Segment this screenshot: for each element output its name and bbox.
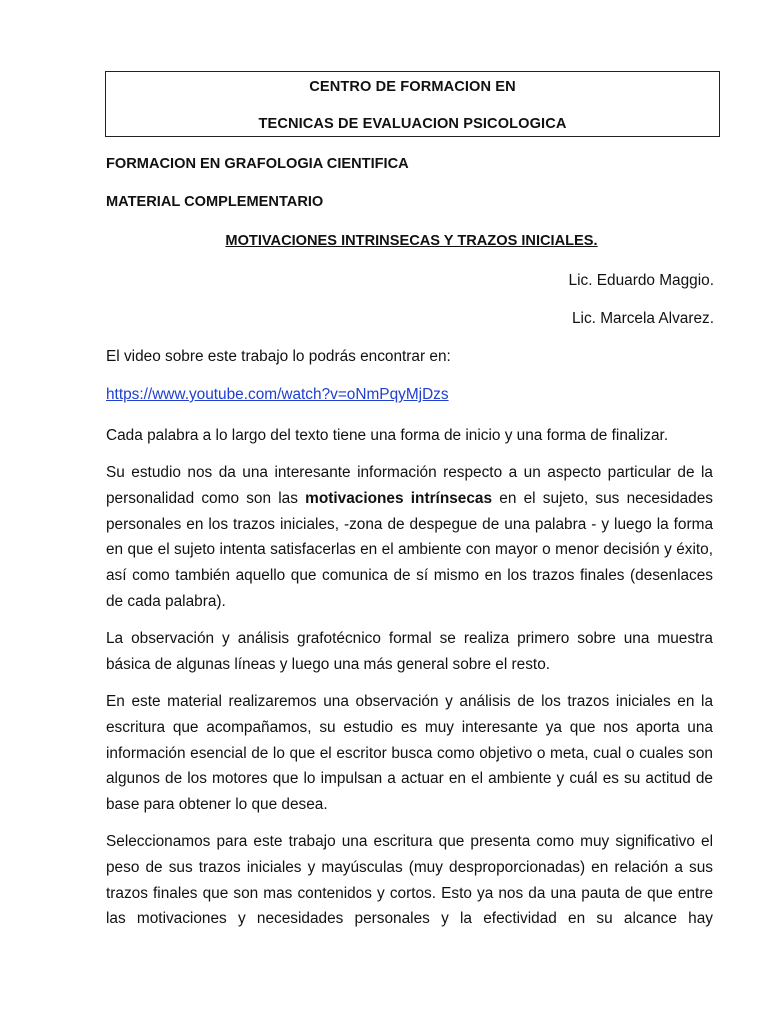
paragraph-1-text: Cada palabra a lo largo del texto tiene una forma de inicio y una forma de finalizar. xyxy=(106,427,669,444)
header-box xyxy=(105,71,720,137)
paragraph-1 xyxy=(106,423,713,449)
paragraph-3-text: La observación y análisis grafotécnico formal se realiza primero sobre una muestra básica de algunas líneas y luego una más general sobre el resto. xyxy=(106,630,713,673)
paragraph-2-part-b: en el sujeto, sus necesidades personales en los trazos iniciales, -zona de despegue de una palabra - y luego la forma en que el sujeto intenta satisfacerlas en el ambiente con mayor o menor decisión y éxito, así como también aquello que comunica de sí mismo en los trazos finales (desenlaces de cada palabra). xyxy=(106,489,713,610)
header-line-1: CENTRO DE FORMACION EN xyxy=(309,79,516,95)
paragraph-4 xyxy=(106,689,713,818)
paragraph-2-text xyxy=(106,460,713,615)
paragraph-2-bold: motivaciones intrínsecas xyxy=(305,489,493,507)
paragraph-4-text: En este material realizaremos una observación y análisis de los trazos iniciales en la escritura que acompañamos, su estudio es muy interesante ya que nos aporta una información esencial de lo que el escritor busca como objetivo o meta, cual o cuales son algunos de los motores que lo impulsan a actuar en el ambiente y cuál es su actitud de base para obtener lo que desea. xyxy=(106,693,713,814)
author-1: Lic. Eduardo Maggio. xyxy=(568,272,714,289)
course-title: FORMACION EN GRAFOLOGIA CIENTIFICA xyxy=(106,156,409,172)
video-intro: El video sobre este trabajo lo podrás encontrar en: xyxy=(106,348,451,365)
material-label: MATERIAL COMPLEMENTARIO xyxy=(106,194,324,210)
paragraph-2-part-a: Su estudio nos da una interesante información respecto a un aspecto particular de la personalidad como son las xyxy=(106,464,713,507)
document-title: MOTIVACIONES INTRINSECAS Y TRAZOS INICIALES. xyxy=(225,233,598,249)
paragraph-3 xyxy=(106,626,713,678)
paragraph-5 xyxy=(106,829,713,932)
header-line-2: TECNICAS DE EVALUACION PSICOLOGICA xyxy=(258,116,567,132)
video-link[interactable]: https://www.youtube.com/watch?v=oNmPqyMjDzs xyxy=(106,386,449,403)
paragraph-2 xyxy=(106,460,713,615)
paragraph-5-text: Seleccionamos para este trabajo una escritura que presenta como muy significativo el peso de sus trazos iniciales y mayúsculas (muy desproporcionadas) en relación a sus trazos finales que son mas contenidos y cortos. Esto ya nos da una pauta de que entre las motivaciones y necesidades personales y la efectividad en su alcance hay xyxy=(106,833,713,928)
author-2: Lic. Marcela Alvarez. xyxy=(572,310,714,327)
